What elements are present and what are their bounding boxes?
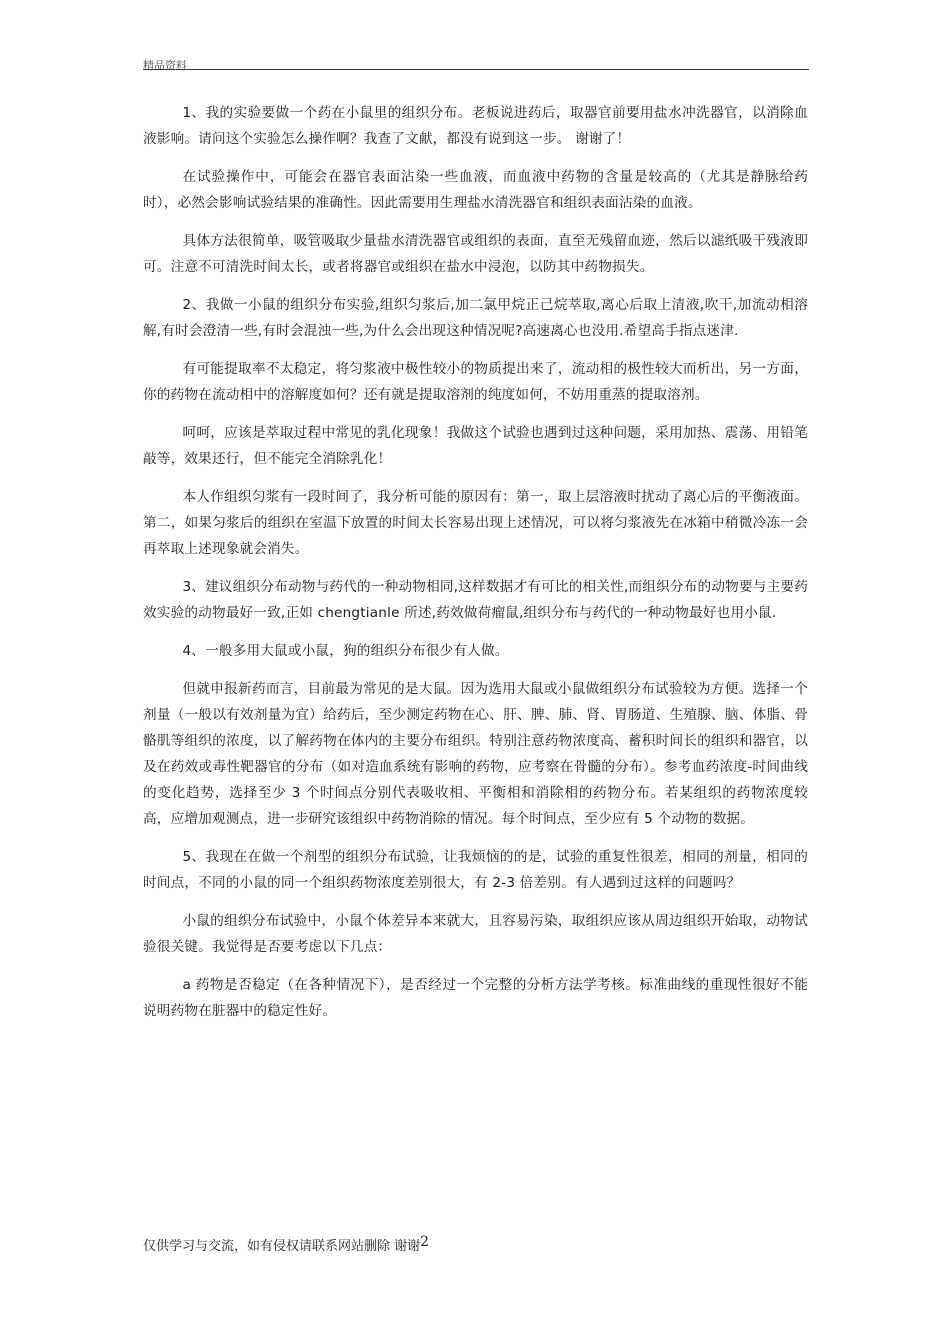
paragraph-a5-intro: 小鼠的组织分布试验中，小鼠个体差异本来就大，且容易污染，取组织应该从周边组织开始取，动物试验很关键。我觉得是否要考虑以下几点： bbox=[143, 913, 808, 955]
paragraph-a2-part2: 呵呵，应该是萃取过程中常见的乳化现象！我做这个试验也遇到过这种问题，采用加热、震荡、用铅笔敲等，效果还行，但不能完全消除乳化！ bbox=[143, 425, 808, 467]
footer-disclaimer bbox=[143, 1234, 429, 1254]
paragraph-a1-part2: 具体方法很简单，吸管吸取少量盐水清洗器官或组织的表面，直至无残留血迹，然后以滤纸吸干残液即可。注意不可清洗时间太长，或者将器官或组织在盐水中浸泡，以防其中药物损失。 bbox=[143, 233, 808, 275]
footer-note-text: 仅供学习与交流，如有侵权请联系网站删除 谢谢 bbox=[143, 1239, 421, 1254]
paragraph-q5: 5、我现在在做一个剂型的组织分布试验，让我烦恼的的是，试验的重复性很差，相同的剂量，相同的时间点，不同的小鼠的同一个组织药物浓度差别很大，有 2-3 倍差别。有人遇到过这样的问题吗？ bbox=[143, 849, 808, 891]
paragraph-a1-part1: 在试验操作中，可能会在器官表面沾染一些血液，而血液中药物的含量是较高的（尤其是静脉给药时），必然会影响试验结果的准确性。因此需要用生理盐水清洗器官和组织表面沾染的血液。 bbox=[143, 169, 808, 211]
header-rule bbox=[143, 69, 809, 70]
header-label: 精品资料 bbox=[143, 59, 187, 72]
paragraph-item4: 4、一般多用大鼠或小鼠，狗的组织分布很少有人做。 bbox=[182, 643, 509, 659]
paragraph-item3: 3、建议组织分布动物与药代的一种动物相同,这样数据才有可比的相关性,而组织分布的动物要与主要药效实验的动物最好一致,正如 chengtianle 所述,药效做荷瘤鼠,组织分布与药代的一种动物最好也用小鼠. bbox=[143, 579, 808, 621]
paragraph-a5-point-a: a 药物是否稳定（在各种情况下），是否经过一个完整的分析方法学考核。标准曲线的重现性很好不能说明药物在脏器中的稳定性好。 bbox=[143, 977, 808, 1019]
paragraph-a2-part3: 本人作组织匀浆有一段时间了，我分析可能的原因有：第一，取上层溶液时扰动了离心后的平衡液面。第二，如果匀浆后的组织在室温下放置的时间太长容易出现上述情况，可以将匀浆液先在冰箱中稍微冷冻一会再萃取上述现象就会消失。 bbox=[143, 489, 808, 557]
document-body bbox=[143, 100, 808, 1036]
paragraph-q1: 1、我的实验要做一个药在小鼠里的组织分布。老板说进药后，取器官前要用盐水冲洗器官，以消除血液影响。请问这个实验怎么操作啊？我查了文献，都没有说到这一步。 谢谢了！ bbox=[143, 105, 808, 147]
paragraph-item4-detail: 但就申报新药而言，目前最为常见的是大鼠。因为选用大鼠或小鼠做组织分布试验较为方便。选择一个剂量（一般以有效剂量为宜）给药后，至少测定药物在心、肝、脾、肺、肾、胃肠道、生殖腺、脑、体脂、骨骼肌等组织的浓度，以了解药物在体内的主要分布组织。特别注意药物浓度高、蓄积时间长的组织和器官，以及在药效或毒性靶器官的分布（如对造血系统有影响的药物，应考察在骨髓的分布）。参考血药浓度-时间曲线的变化趋势，选择至少 3 个时间点分别代表吸收相、平衡相和消除相的药物分布。若某组织的药物浓度较高，应增加观测点，进一步研究该组织中药物消除的情况。每个时间点，至少应有 5 个动物的数据。 bbox=[143, 681, 808, 827]
paragraph-q2: 2、我做一小鼠的组织分布实验,组织匀浆后,加二氯甲烷正己烷萃取,离心后取上清液,吹干,加流动相溶解,有时会澄清一些,有时会混浊一些,为什么会出现这种情况呢?高速离心也没用.希望高手指点迷津. bbox=[143, 297, 808, 339]
paragraph-a2-part1: 有可能提取率不太稳定，将匀浆液中极性较小的物质提出来了，流动相的极性较大而析出，另一方面，你的药物在流动相中的溶解度如何？还有就是提取溶剂的纯度如何，不妨用重蒸的提取溶剂。 bbox=[143, 361, 808, 403]
page-number: 2 bbox=[420, 1234, 430, 1250]
